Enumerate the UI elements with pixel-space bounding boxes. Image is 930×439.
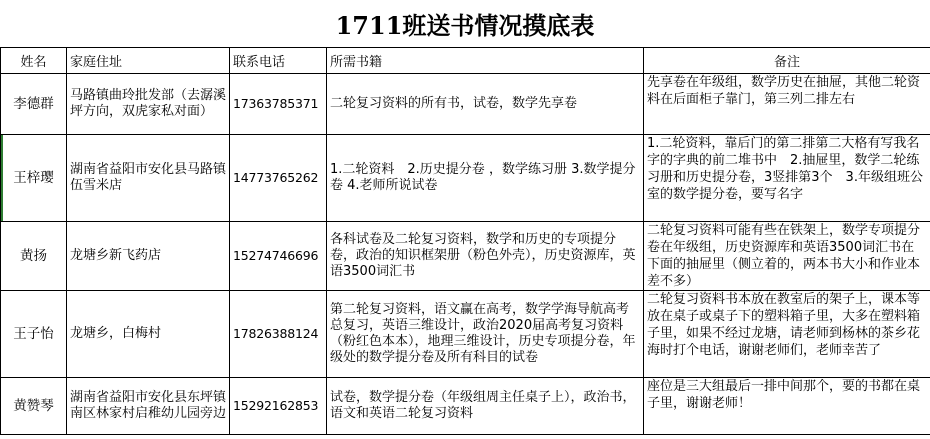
cell-address[interactable]: 湖南省益阳市安化县马路镇 伍雪米店 bbox=[67, 135, 230, 222]
sheet-title: 1711班送书情况摸底表 bbox=[0, 0, 930, 48]
header-phone[interactable]: 联系电话 bbox=[230, 48, 327, 74]
header-row bbox=[1, 48, 930, 74]
cell-name[interactable]: 王子怡 bbox=[1, 291, 67, 378]
table-row bbox=[1, 135, 930, 222]
survey-table bbox=[0, 47, 930, 435]
cell-books[interactable]: 第二轮复习资料，语文赢在高考，数学学海导航高考总复习，英语三维设计，政治2020届高考复习资料（粉红色本本），地理三维设计，历史专项提分卷，年级处的数学提分卷及所有科目的试卷 bbox=[327, 291, 644, 378]
cell-address[interactable]: 马路镇曲玲批发部（去潺溪坪方向，双虎家私对面） bbox=[67, 74, 230, 135]
cell-note[interactable]: 座位是三大组最后一排中间那个，要的书都在桌子里，谢谢老师！ bbox=[644, 378, 930, 435]
cell-note[interactable]: 二轮复习资料书本放在教室后的架子上，课本等放在桌子或桌子下的塑料箱子里，大多在塑料箱子里，如果不经过龙塘，请老师到杨林的茶乡花海时打个电话，谢谢老师们，老师幸苦了 bbox=[644, 291, 930, 378]
cell-note[interactable]: 1.二轮资料，靠后门的第二排第二大格有写我名字的字典的前二堆书中 2.抽屉里，数学二轮练习册和历史提分卷，3竖排第3个 3.年级组班公室的数学提分卷，要写名字 bbox=[644, 135, 930, 222]
table-row bbox=[1, 222, 930, 291]
header-note[interactable]: 备注 bbox=[644, 48, 930, 74]
cell-name[interactable]: 李德群 bbox=[1, 74, 67, 135]
cell-books[interactable]: 试卷，数学提分卷（年级组周主任桌子上），政治书，语文和英语二轮复习资料 bbox=[327, 378, 644, 435]
cell-books[interactable]: 二轮复习资料的所有书，试卷，数学先享卷 bbox=[327, 74, 644, 135]
cell-note[interactable]: 先享卷在年级组，数学历史在抽屉，其他二轮资料在后面柜子靠门，第三列二排左右 bbox=[644, 74, 930, 135]
cell-address[interactable]: 龙塘乡新飞药店 bbox=[67, 222, 230, 291]
cell-books[interactable]: 1.二轮资料 2.历史提分卷 ，数学练习册 3.数学提分卷 4.老师所说试卷 bbox=[327, 135, 644, 222]
cell-phone[interactable]: 15274746696 bbox=[230, 222, 327, 291]
table-row bbox=[1, 74, 930, 135]
header-name[interactable]: 姓名 bbox=[1, 48, 67, 74]
cell-address[interactable]: 龙塘乡，白梅村 bbox=[67, 291, 230, 378]
header-books[interactable]: 所需书籍 bbox=[327, 48, 644, 74]
cell-phone[interactable]: 14773765262 bbox=[230, 135, 327, 222]
cell-name[interactable]: 黄扬 bbox=[1, 222, 67, 291]
cell-address[interactable]: 湖南省益阳市安化县东坪镇南区林家村启稚幼儿园旁边 bbox=[67, 378, 230, 435]
cell-name[interactable]: 王梓璎 bbox=[1, 135, 67, 222]
cell-phone[interactable]: 17826388124 bbox=[230, 291, 327, 378]
header-address[interactable]: 家庭住址 bbox=[67, 48, 230, 74]
table-row bbox=[1, 378, 930, 435]
cell-note[interactable]: 二轮复习资料可能有些在铁架上，数学专项提分卷在年级组，历史资源库和英语3500词汇书在下面的抽屉里（侧立着的，两本书大小和作业本差不多） bbox=[644, 222, 930, 291]
cell-phone[interactable]: 15292162853 bbox=[230, 378, 327, 435]
table-row bbox=[1, 291, 930, 378]
cell-books[interactable]: 各科试卷及二轮复习资料，数学和历史的专项提分卷，政治的知识框架册（粉色外壳），历史资源库，英语3500词汇书 bbox=[327, 222, 644, 291]
cell-phone[interactable]: 17363785371 bbox=[230, 74, 327, 135]
cell-name[interactable]: 黄赞琴 bbox=[1, 378, 67, 435]
